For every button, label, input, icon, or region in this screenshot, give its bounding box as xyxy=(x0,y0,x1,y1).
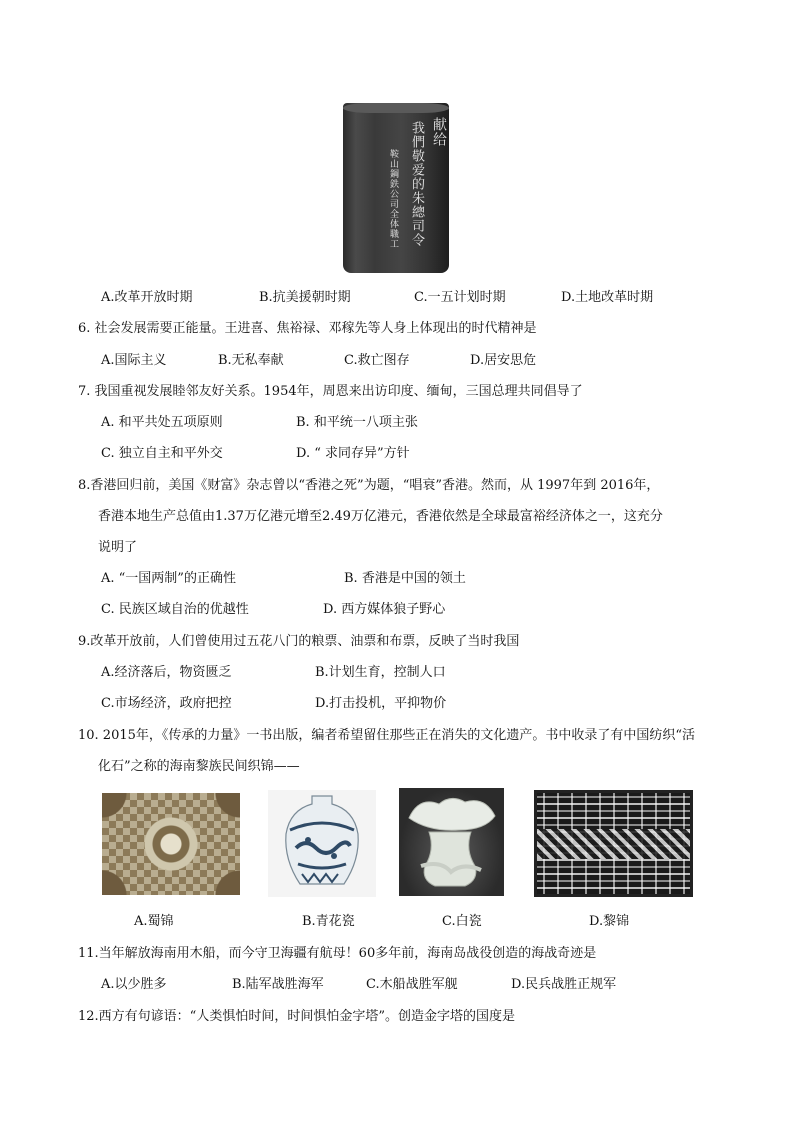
q8-stem-line-2: 香港本地生产总值由1.37万亿港元增至2.49万亿港元，香港依然是全球最富裕经济体之一，这充分 xyxy=(98,509,663,524)
q5-option-b: B.抗美援朝时期 xyxy=(259,290,351,305)
q11-option-b: B.陆军战胜海军 xyxy=(232,977,324,992)
q7-stem: 7. 我国重视发展睦邻友好关系。1954年，周恩来出访印度、缅甸，三国总理共同倡导了 xyxy=(78,384,583,399)
q11-option-c: C.木船战胜军舰 xyxy=(366,977,458,992)
q8-stem-line-1: 8.香港回归前，美国《财富》杂志曾以“香港之死”为题，“唱衰”香港。然而，从 1997年到 2016年， xyxy=(78,478,660,493)
white-porcelain-photo xyxy=(399,788,504,896)
q7-option-b: B. 和平统一八项主张 xyxy=(296,415,418,430)
q5-option-a: A.改革开放时期 xyxy=(101,290,193,305)
q6-option-a: A.国际主义 xyxy=(101,353,167,368)
q9-option-d: D.打击投机，平抑物价 xyxy=(315,696,447,711)
q6-option-b: B.无私奉献 xyxy=(218,353,284,368)
inscription-column-2: 我們敬爱的朱總司令 xyxy=(409,121,424,247)
q6-stem: 6. 社会发展需要正能量。王进喜、焦裕禄、邓稼先等人身上体现出的时代精神是 xyxy=(78,321,537,336)
shu-brocade-photo xyxy=(102,793,240,895)
q11-option-d: D.民兵战胜正规军 xyxy=(511,977,617,992)
q8-stem-line-3: 说明了 xyxy=(98,540,138,555)
q6-option-c: C.救亡图存 xyxy=(344,353,410,368)
q8-option-d: D. 西方媒体狼子野心 xyxy=(323,602,446,617)
q8-option-a: A. “一国两制”的正确性 xyxy=(101,571,236,586)
q8-option-c: C. 民族区域自治的优越性 xyxy=(101,602,249,617)
q5-option-c: C.一五计划时期 xyxy=(414,290,506,305)
blue-white-porcelain-photo xyxy=(268,790,376,897)
q7-option-d: D. “ 求同存异”方针 xyxy=(296,446,410,461)
inscription-column-3: 鞍山鋼鉄公司全体職工 xyxy=(388,149,398,249)
q11-option-a: A.以少胜多 xyxy=(101,977,167,992)
q10-option-c: C.白瓷 xyxy=(442,914,482,929)
q10-stem-line-2: 化石”之称的海南黎族民间织锦—— xyxy=(98,759,300,774)
q9-option-a: A.经济落后，物资匮乏 xyxy=(101,665,232,680)
inscription-column-1: 献给 xyxy=(431,117,447,147)
q10-stem-line-1: 10. 2015年，《传承的力量》一书出版，编者希望留住那些正在消失的文化遗产。书中收录了有中国纺织“活 xyxy=(78,728,696,743)
brush-holder-photo xyxy=(343,103,449,273)
q7-option-c: C. 独立自主和平外交 xyxy=(101,446,223,461)
q9-option-c: C.市场经济，政府把控 xyxy=(101,696,232,711)
q9-option-b: B.计划生育，控制人口 xyxy=(315,665,446,680)
q12-stem: 12.西方有句谚语：“人类惧怕时间，时间惧怕金字塔”。创造金字塔的国度是 xyxy=(78,1009,515,1024)
q5-option-d: D.土地改革时期 xyxy=(561,290,654,305)
q7-option-a: A. 和平共处五项原则 xyxy=(101,415,223,430)
q10-option-a: A.蜀锦 xyxy=(134,914,174,929)
q9-stem: 9.改革开放前，人们曾使用过五花八门的粮票、油票和布票，反映了当时我国 xyxy=(78,634,520,649)
li-brocade-photo xyxy=(534,790,693,897)
q8-option-b: B. 香港是中国的领土 xyxy=(344,571,466,586)
q10-option-d: D.黎锦 xyxy=(589,914,630,929)
q11-stem: 11.当年解放海南用木船，而今守卫海疆有航母！60多年前，海南岛战役创造的海战奇迹是 xyxy=(78,946,597,961)
q10-option-b: B.青花瓷 xyxy=(302,914,355,929)
q6-option-d: D.居安思危 xyxy=(470,353,537,368)
